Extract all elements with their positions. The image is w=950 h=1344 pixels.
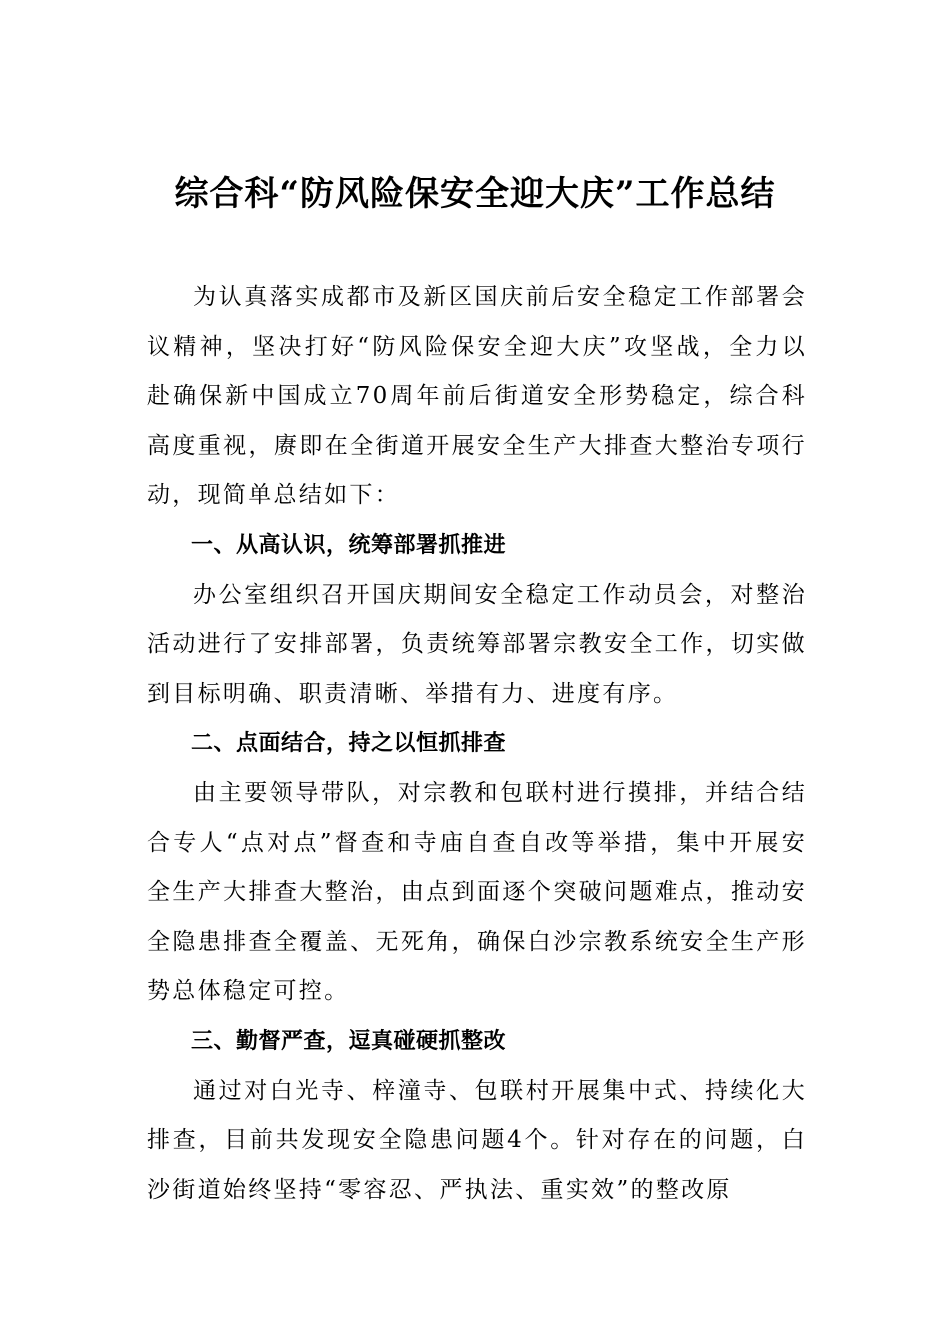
document-title: 综合科“防风险保安全迎大庆”工作总结 bbox=[174, 174, 776, 214]
section-heading-3: 三、勤督严查，逗真碰硬抓整改 bbox=[191, 1028, 507, 1054]
document-body bbox=[147, 273, 807, 1215]
section-paragraph-2: 由主要领导带队，对宗教和包联村进行摸排，并结合结合专人“点对点”督查和寺庙自查自改等举措，集中开展安全生产大排查大整治，由点到面逐个突破问题难点，推动安全隐患排查全覆盖、无死角，确保白沙宗教系统安全生产形势总体稳定可控。 bbox=[147, 779, 807, 1005]
section-heading-2: 二、点面结合，持之以恒抓排查 bbox=[191, 731, 507, 757]
section-heading-1: 一、从高认识，统筹部署抓推进 bbox=[191, 532, 507, 558]
section-paragraph-3: 通过对白光寺、梓潼寺、包联村开展集中式、持续化大排查，目前共发现安全隐患问题4个。针对存在的问题，白沙街道始终坚持“零容忍、严执法、重实效”的整改原 bbox=[147, 1077, 807, 1203]
intro-paragraph: 为认真落实成都市及新区国庆前后安全稳定工作部署会议精神，坚决打好“防风险保安全迎大庆”攻坚战，全力以赴确保新中国成立70周年前后街道安全形势稳定，综合科高度重视，赓即在全街道开展安全生产大排查大整治专项行动，现简单总结如下： bbox=[147, 284, 807, 509]
section-paragraph-1: 办公室组织召开国庆期间安全稳定工作动员会，对整治活动进行了安排部署，负责统筹部署宗教安全工作，切实做到目标明确、职责清晰、举措有力、进度有序。 bbox=[147, 581, 807, 707]
